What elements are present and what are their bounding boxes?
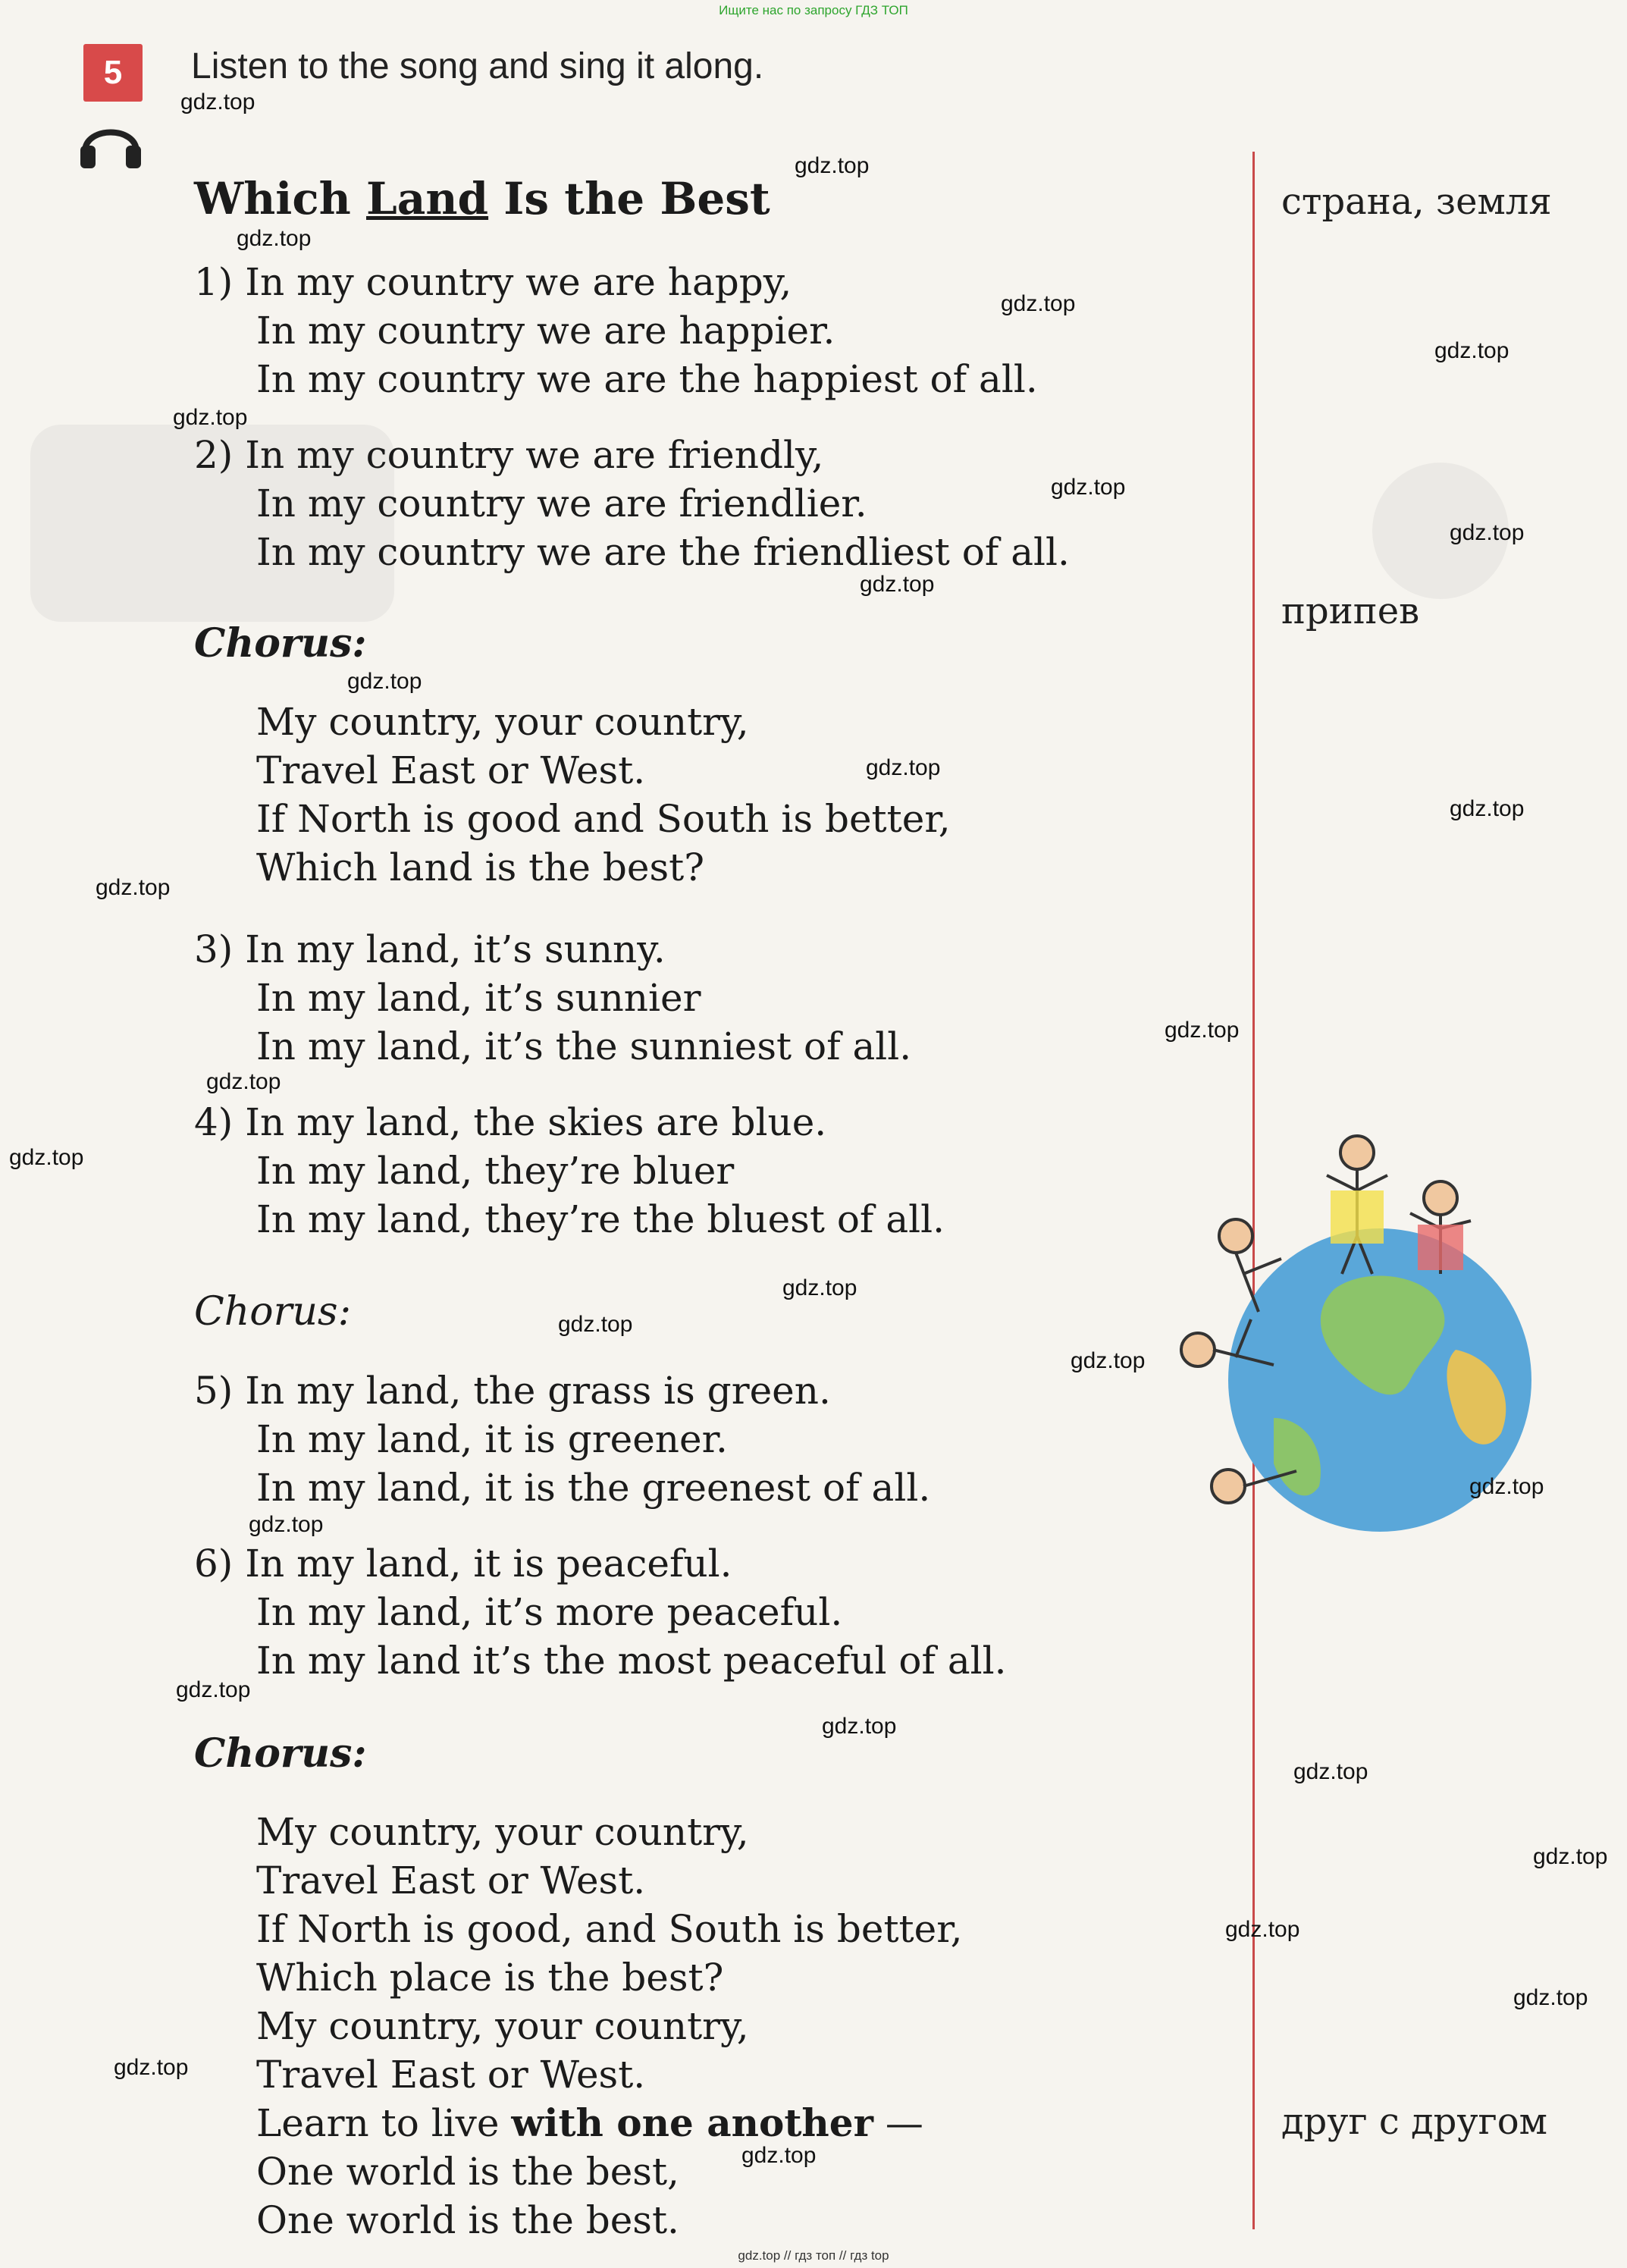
verse-line: In my land, it is the greenest of all. (256, 1466, 931, 1510)
chorus-label: Chorus: (194, 620, 367, 667)
chorus-line: If North is good, and South is better, (256, 1907, 963, 1951)
watermark: gdz.top (741, 2143, 817, 2168)
watermark: gdz.top (96, 875, 171, 900)
verse-4 (194, 1098, 945, 1244)
watermark: gdz.top (176, 1677, 251, 1702)
verse-line: In my land, the skies are blue. (245, 1100, 827, 1144)
verse-line: In my country we are the happiest of all. (256, 357, 1038, 401)
title-part-1: Which (194, 173, 367, 224)
watermark: gdz.top (180, 89, 255, 114)
exercise-instruction: Listen to the song and sing it along. (191, 46, 764, 86)
gloss-chorus: припев (1281, 590, 1420, 632)
watermark: gdz.top (1450, 796, 1525, 821)
watermark: gdz.top (1293, 1759, 1368, 1784)
verse-2 (194, 431, 1070, 576)
chorus-line: Which place is the best? (256, 1956, 724, 2000)
verse-line: In my country we are friendlier. (256, 482, 867, 525)
verse-5 (194, 1366, 930, 1512)
watermark: gdz.top (1225, 1917, 1300, 1942)
song-title (194, 173, 770, 224)
watermark: gdz.top (1071, 1348, 1146, 1373)
verse-line: In my land, it’s more peaceful. (256, 1590, 843, 1634)
watermark: gdz.top (782, 1275, 857, 1300)
dash: — (873, 2101, 923, 2145)
chorus-line: Travel East or West. (256, 1859, 646, 1903)
verse-number: 3) (194, 927, 234, 971)
verse-3 (194, 925, 911, 1071)
title-land-word: Land (366, 173, 489, 224)
chorus-line: Travel East or West. (256, 748, 646, 792)
verse-line: In my land, it is greener. (256, 1417, 728, 1461)
watermark: gdz.top (1450, 520, 1525, 545)
watermark: gdz.top (237, 226, 312, 251)
headphones-icon[interactable] (79, 112, 143, 170)
watermark: gdz.top (1434, 338, 1509, 363)
chorus-1 (256, 698, 951, 892)
verse-line: In my land it’s the most peaceful of all. (256, 1639, 1007, 1683)
chorus-line: Learn to live (256, 2101, 512, 2145)
title-part-2: Is the Best (488, 173, 770, 224)
verse-line: In my country we are happier. (256, 309, 835, 353)
verse-number: 1) (194, 260, 234, 304)
chorus-line: One world is the best, (256, 2150, 679, 2194)
gloss-one-another: друг с другом (1281, 2100, 1547, 2143)
top-note[interactable]: Ищите нас по запросу ГДЗ ТОП (719, 3, 908, 17)
verse-number: 6) (194, 1542, 234, 1586)
verse-line: In my land, it’s sunny. (245, 927, 666, 971)
verse-number: 2) (194, 433, 234, 477)
chorus-line: My country, your country, (256, 700, 749, 744)
watermark: gdz.top (1001, 291, 1076, 316)
watermark: gdz.top (9, 1145, 84, 1170)
chorus-label-2: Chorus: (194, 1289, 352, 1335)
chorus-label-3: Chorus: (194, 1730, 367, 1777)
verse-6 (194, 1539, 1007, 1685)
verse-number: 5) (194, 1369, 234, 1413)
bottom-note[interactable]: gdz.top // гдз топ // гдз top (738, 2248, 889, 2263)
verse-line: In my land, they’re the bluest of all. (256, 1197, 945, 1241)
verse-line: In my country we are happy, (245, 260, 792, 304)
watermark: gdz.top (206, 1069, 281, 1094)
chorus-line: If North is good and South is better, (256, 797, 951, 841)
chorus-line: Travel East or West. (256, 2053, 646, 2097)
watermark: gdz.top (866, 755, 941, 780)
watermark: gdz.top (822, 1714, 897, 1739)
watermark: gdz.top (860, 572, 935, 597)
exercise-number-badge: 5 (83, 44, 143, 102)
verse-line: In my land, the grass is green. (245, 1369, 831, 1413)
chorus-line: My country, your country, (256, 2004, 749, 2048)
watermark: gdz.top (558, 1312, 633, 1337)
verse-line: In my country we are friendly, (245, 433, 824, 477)
verse-line: In my land, they’re bluer (256, 1149, 735, 1193)
watermark: gdz.top (347, 669, 422, 694)
watermark: gdz.top (249, 1512, 324, 1537)
watermark: gdz.top (1165, 1018, 1240, 1043)
chorus-final (256, 1808, 963, 2244)
chorus-line: Which land is the best? (256, 845, 705, 889)
watermark: gdz.top (114, 2055, 189, 2080)
verse-line: In my land, it is peaceful. (245, 1542, 732, 1586)
verse-line: In my land, it’s sunnier (256, 976, 701, 1020)
watermark: gdz.top (795, 153, 870, 178)
verse-line: In my land, it’s the sunniest of all. (256, 1024, 912, 1068)
gloss-land: страна, земля (1281, 180, 1552, 223)
watermark: gdz.top (1533, 1844, 1608, 1869)
watermark: gdz.top (173, 405, 248, 430)
verse-1 (194, 258, 1038, 403)
watermark: gdz.top (1051, 475, 1126, 500)
verse-number: 4) (194, 1100, 234, 1144)
watermark: gdz.top (1469, 1474, 1544, 1499)
watermark: gdz.top (1513, 1985, 1588, 2010)
chorus-line: One world is the best. (256, 2198, 679, 2242)
verse-line: In my country we are the friendliest of all. (256, 530, 1070, 574)
one-another-phrase: with one another (511, 2100, 873, 2145)
chorus-line: My country, your country, (256, 1810, 749, 1854)
